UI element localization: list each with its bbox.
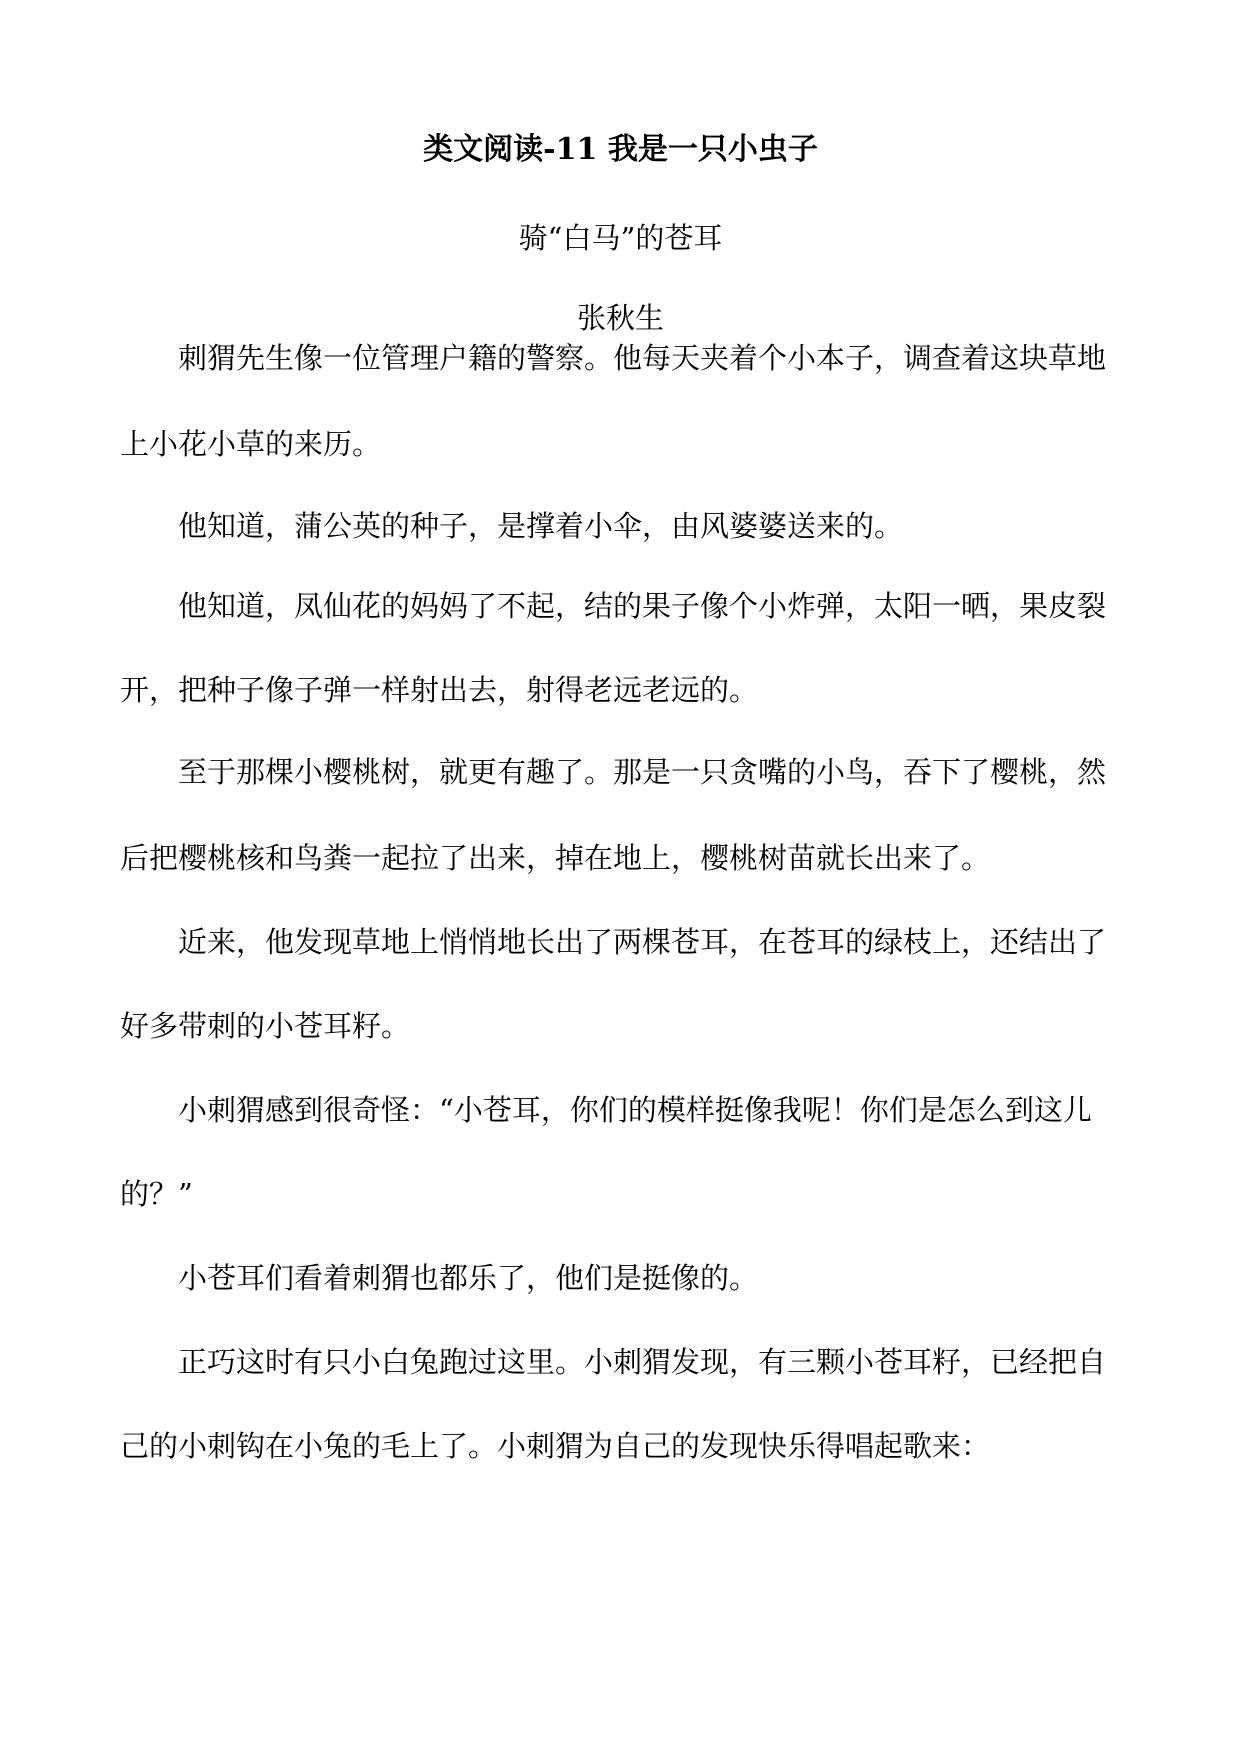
story-author: 张秋生 <box>576 301 664 335</box>
text-line: 近来，他发现草地上悄悄地长出了两棵苍耳，在苍耳的绿枝上，还结出了 <box>178 925 1107 959</box>
text-line: 开，把种子像子弹一样射出去，射得老远老远的。 <box>120 673 759 707</box>
text-line: 他知道，蒲公英的种子，是撑着小伞，由风婆婆送来的。 <box>178 509 904 543</box>
text-line: 己的小刺钩在小兔的毛上了。小刺猬为自己的发现快乐得唱起歌来： <box>120 1429 991 1463</box>
text-line: 他知道，凤仙花的妈妈了不起，结的果子像个小炸弹，太阳一晒，果皮裂 <box>178 589 1107 623</box>
document-title: 类文阅读-11 我是一只小虫子 <box>423 132 818 167</box>
text-line: 好多带刺的小苍耳籽。 <box>120 1009 411 1043</box>
text-line: 小刺猬感到很奇怪：“小苍耳，你们的模样挺像我呢！你们是怎么到这儿 <box>178 1093 1092 1127</box>
text-line: 上小花小草的来历。 <box>120 427 382 461</box>
text-line: 小苍耳们看着刺猬也都乐了，他们是挺像的。 <box>178 1261 759 1295</box>
story-title: 骑“白马”的苍耳 <box>518 221 723 255</box>
text-line: 后把樱桃核和鸟粪一起拉了出来，掉在地上，樱桃树苗就长出来了。 <box>120 841 991 875</box>
text-line: 正巧这时有只小白兔跑过这里。小刺猬发现，有三颗小苍耳籽，已经把自 <box>178 1345 1107 1379</box>
text-line: 至于那棵小樱桃树，就更有趣了。那是一只贪嘴的小鸟，吞下了樱桃，然 <box>178 755 1107 789</box>
text-line: 刺猬先生像一位管理户籍的警察。他每天夹着个小本子，调查着这块草地 <box>178 341 1107 375</box>
text-line: 的？” <box>120 1177 193 1211</box>
